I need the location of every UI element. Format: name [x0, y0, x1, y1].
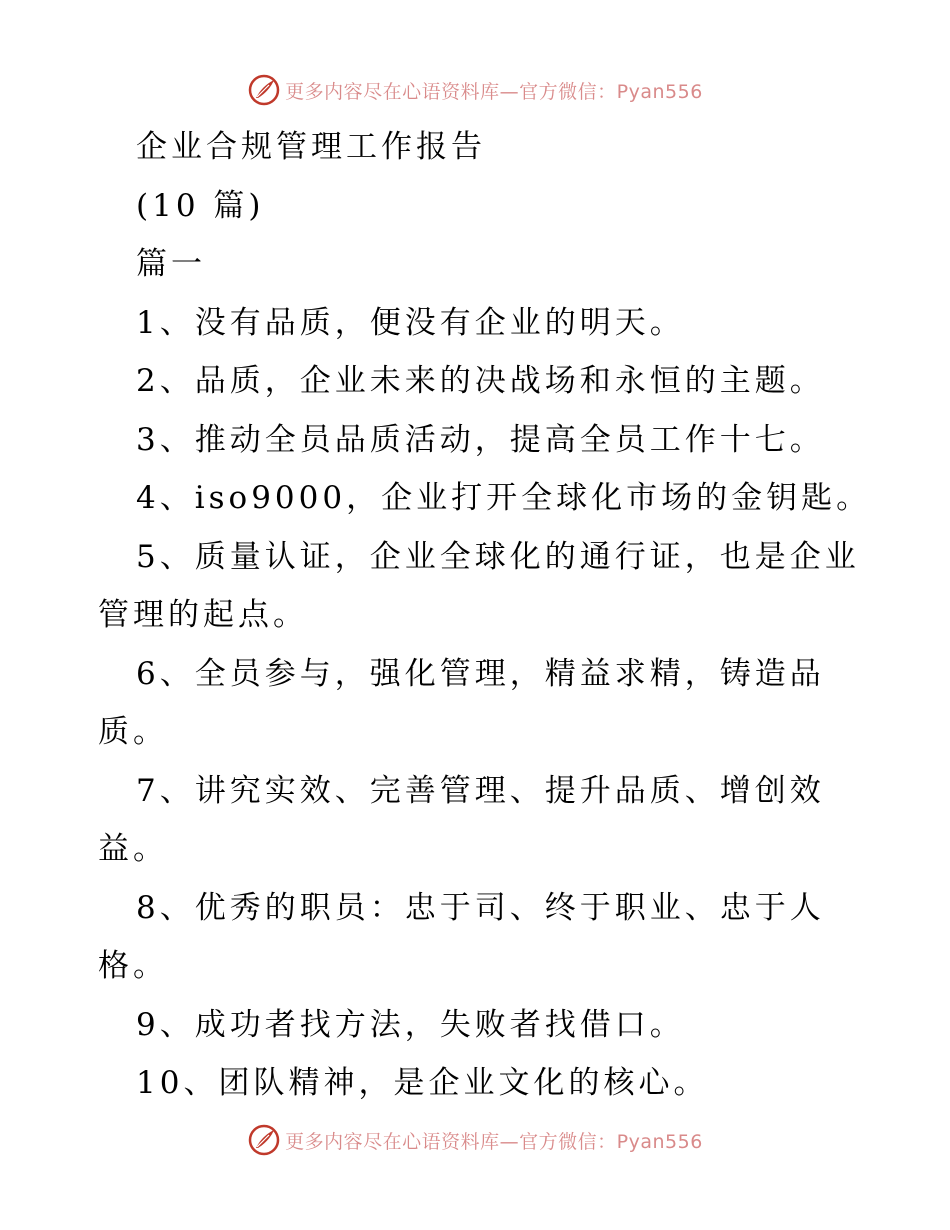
list-item: 9、成功者找方法，失败者找借口。: [136, 1006, 685, 1043]
document-title: 企业合规管理工作报告: [136, 129, 486, 165]
list-item: 7、讲究实效、完善管理、提升品质、增创效: [136, 772, 825, 809]
list-item: 10、团队精神，是企业文化的核心。: [136, 1065, 709, 1101]
list-item-continuation: 管理的起点。: [98, 597, 308, 633]
list-item-continuation: 格。: [98, 948, 168, 984]
list-item: 5、质量认证，企业全球化的通行证，也是企业: [136, 538, 860, 575]
list-item-continuation: 质。: [98, 714, 168, 750]
list-item: 1、没有品质，便没有企业的明天。: [136, 304, 685, 341]
header-watermark: [0, 70, 950, 110]
list-item: 8、优秀的职员：忠于司、终于职业、忠于人: [136, 889, 825, 926]
document-body: [98, 118, 872, 1113]
list-item: 6、全员参与，强化管理，精益求精，铸造品: [136, 655, 825, 692]
watermark-text: 更多内容尽在心语资料库—官方微信：Pyan556: [285, 1130, 703, 1153]
section-heading: 篇一: [136, 246, 206, 282]
document-subtitle: (10 篇): [136, 187, 265, 224]
list-item-continuation: 益。: [98, 831, 168, 867]
list-item: 2、品质，企业未来的决战场和永恒的主题。: [136, 363, 825, 399]
watermark-text: 更多内容尽在心语资料库—官方微信：Pyan556: [285, 80, 703, 103]
feather-logo-icon: [247, 1123, 281, 1157]
list-item: 4、iso9000，企业打开全球化市场的金钥匙。: [136, 480, 872, 516]
list-item: 3、推动全员品质活动，提高全员工作十七。: [136, 421, 825, 458]
footer-watermark: [0, 1120, 950, 1160]
feather-logo-icon: [247, 73, 281, 107]
